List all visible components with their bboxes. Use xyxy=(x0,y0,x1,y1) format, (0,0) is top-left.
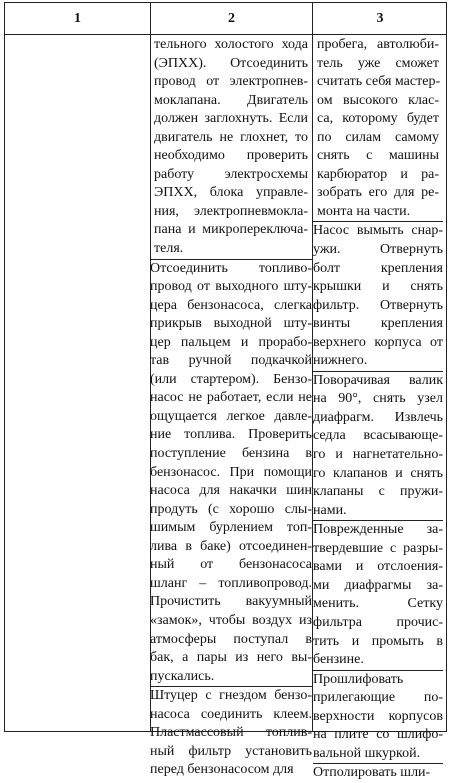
text-line: необходимо проверить xyxy=(154,148,308,164)
text-line: нами. xyxy=(313,502,347,518)
text-line: вами и отслоения- xyxy=(313,559,443,575)
text-line: бензине. xyxy=(313,652,364,668)
text-line: провод от выходного шту- xyxy=(150,279,312,295)
column3-paragraph xyxy=(313,221,443,370)
text-line: тель уже сможет xyxy=(317,55,439,71)
text-line: прилегающие по- xyxy=(313,690,443,706)
column-header-1: 1 xyxy=(74,10,81,26)
column3-paragraph xyxy=(313,763,443,783)
text-line: бензонасос. При помощи xyxy=(150,464,312,480)
text-line: Пластмассовый топлив- xyxy=(150,725,312,741)
text-line: по силам самому xyxy=(317,129,439,145)
text-line: крышки и снять xyxy=(313,279,443,295)
text-line: тав ручной подкачкой xyxy=(150,353,312,369)
text-line: провод от электропнев- xyxy=(154,74,308,90)
text-line: продуть (с хорошо слы- xyxy=(150,501,312,517)
text-line: теля. xyxy=(154,241,184,257)
text-line: насоса для накачки шин xyxy=(150,483,312,499)
column3-paragraph xyxy=(313,371,443,520)
text-line: карбюратор и ра- xyxy=(317,166,439,182)
text-line: должен заглохнуть. Если xyxy=(154,111,308,127)
text-line: тельного холостого хода xyxy=(154,37,308,52)
text-line: цера бензонасоса, слегка xyxy=(150,297,312,313)
text-line: двигатель не глохнет, то xyxy=(154,129,308,145)
text-line: прикрыв выходной шту- xyxy=(150,316,312,332)
text-line: (ЭПХХ). Отсоединить xyxy=(154,55,308,71)
text-line: пускались. xyxy=(150,668,215,684)
text-line: вальной шкуркой. xyxy=(313,745,421,761)
text-line: верхности корпусов xyxy=(313,708,443,724)
text-line: ми диафрагмы за- xyxy=(313,577,443,593)
text-line: насос не работает, если не xyxy=(150,390,312,406)
column2-paragraph xyxy=(150,259,312,687)
text-line: бак, а пары из него вы- xyxy=(150,650,312,666)
text-line: фильтра прочис- xyxy=(313,614,443,630)
text-line: зобрать его для ре- xyxy=(317,185,439,201)
text-line: ный фильтр установить xyxy=(150,743,312,759)
column-3-text xyxy=(313,36,443,783)
text-line: го и нагнетательно- xyxy=(313,447,443,463)
text-line: ЭПХХ, блока управле- xyxy=(154,185,308,201)
text-line: са, которому будет xyxy=(317,111,439,127)
text-line: пробега, автолюби- xyxy=(317,37,439,52)
text-line: снять с машины xyxy=(317,148,439,164)
column3-paragraph xyxy=(313,670,443,764)
text-line: ужи. Отвернуть xyxy=(313,242,443,258)
text-line: моклапана. Двигатель xyxy=(154,92,308,108)
text-line: на 90°, снять узел xyxy=(313,391,443,407)
text-line: Поврежденные за- xyxy=(313,522,443,538)
column2-paragraph xyxy=(150,686,312,780)
text-line: диафрагм. Извлечь xyxy=(313,409,443,425)
column2-paragraph xyxy=(154,36,308,259)
text-line: Насос вымыть снар- xyxy=(313,223,443,239)
text-line: клапаны с пружи- xyxy=(313,484,443,500)
text-line: верхнего корпуса от xyxy=(313,334,443,350)
text-line: нижнего. xyxy=(313,353,368,369)
text-line: тить и промыть в xyxy=(313,633,443,649)
text-line: считать себя мастер- xyxy=(317,74,441,90)
text-line: ния, электропневмокла- xyxy=(154,203,308,219)
text-line: ом высокого клас- xyxy=(317,92,439,108)
repair-table xyxy=(4,2,447,781)
text-line: болт крепления xyxy=(313,260,443,276)
text-line: поступление бензина в xyxy=(150,446,312,462)
text-line: «замок», чтобы воздух из xyxy=(150,612,312,628)
header-divider xyxy=(5,34,446,35)
text-line: шланг – топливопровод. xyxy=(150,575,312,591)
text-line: ощущается легкое давле- xyxy=(150,408,312,424)
text-line: цер пальцем и прорабо- xyxy=(150,334,312,350)
text-line: Прочистить вакуумный xyxy=(150,594,312,610)
text-line: на плите со шлифо- xyxy=(313,727,443,743)
text-line: винты крепления xyxy=(313,316,443,332)
text-line: Штуцер с гнездом бензо- xyxy=(150,688,312,704)
text-line: (или стартером). Бензо- xyxy=(150,371,312,387)
column-2-text xyxy=(150,36,312,780)
text-line: ние топлива. Проверить xyxy=(150,427,312,443)
column-header-3: 3 xyxy=(376,10,384,26)
text-line: насоса соединить клеем. xyxy=(150,706,312,722)
text-line: шимым бурлением топ- xyxy=(150,520,312,536)
column-header-2: 2 xyxy=(228,10,235,26)
text-line: твердевшие с разры- xyxy=(313,540,443,556)
text-line: перед бензонасосом для xyxy=(150,762,294,778)
text-line: Отполировать шли- xyxy=(313,765,431,781)
text-line: лива в баке) отсоединен- xyxy=(150,538,312,554)
text-line: фильтр. Отвернуть xyxy=(313,297,443,313)
text-line: го клапанов и снять xyxy=(313,465,443,481)
text-line: пана и микропереключа- xyxy=(154,222,308,238)
column3-paragraph xyxy=(317,36,439,221)
text-line: ный от бензонасоса xyxy=(150,557,312,573)
text-line: Поворачивая валик xyxy=(313,372,443,388)
text-line: Прошлифовать xyxy=(313,671,404,687)
text-line: менить. Сетку xyxy=(313,596,443,612)
column3-paragraph xyxy=(313,520,443,669)
text-line: Отсоединить топливо- xyxy=(150,260,312,276)
text-line: работу электросхемы xyxy=(154,166,308,182)
text-line: монта на части. xyxy=(317,203,411,219)
text-line: седла всасывающе- xyxy=(313,428,443,444)
text-line: атмосферы поступал в xyxy=(150,631,312,647)
